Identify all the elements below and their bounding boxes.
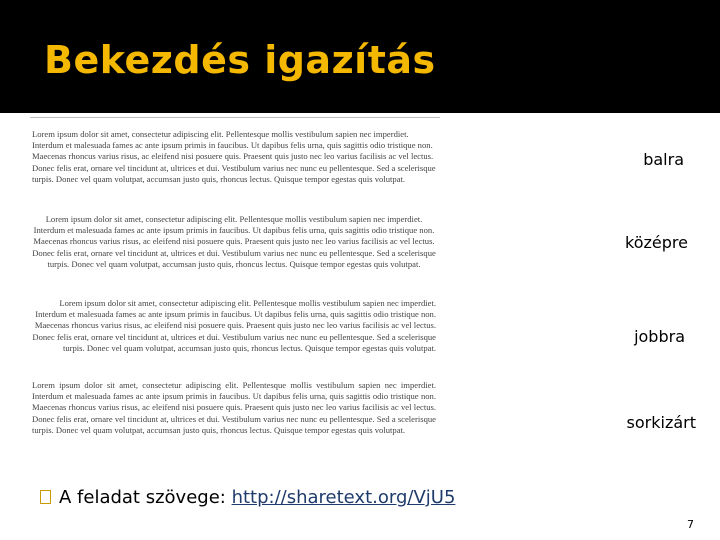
task-text-label: A feladat szövege: bbox=[59, 487, 232, 508]
square-bullet-icon bbox=[40, 490, 51, 504]
page-number: 7 bbox=[687, 518, 694, 531]
paragraph-left-aligned: Lorem ipsum dolor sit amet, consectetur adipiscing elit. Pellentesque mollis vestibulum sapien nec imperdiet. Interdum et malesuada fames ac ante ipsum primis in faucibus. Ut dapibus felis urna, quis sagittis odio tristique non. Maecenas rhoncus varius risus, ac eleifend nisi posuere quis. Praesent quis justo nec leo varius facilisis ac vel lectus. Donec felis erat, ornare vel tincidunt at, ultrices et dui. Vestibulum varius nec nunc eu pellentesque. Sed a scelerisque turpis. Donec vel quam volutpat, accumsan justo quis, rhoncus lectus. Quisque tempor egestas quis volutpat. bbox=[32, 129, 436, 184]
label-left: balra bbox=[643, 150, 684, 169]
alignment-sample-image bbox=[30, 117, 440, 458]
paragraph-justified: Lorem ipsum dolor sit amet, consectetur adipiscing elit. Pellentesque mollis vestibulum sapien nec imperdiet. Interdum et malesuada fames ac ante ipsum primis in faucibus. Ut dapibus felis urna, quis sagittis odio tristique non. Maecenas rhoncus varius risus, ac eleifend nisi posuere quis. Praesent quis justo nec leo varius facilisis ac vel lectus. Donec felis erat, ornare vel tincidunt at, ultrices et dui. Vestibulum varius nec nunc eu pellentesque. Sed a scelerisque turpis. Donec vel quam volutpat, accumsan justo quis, rhoncus lectus. Quisque tempor egestas quis volutpat. bbox=[32, 380, 436, 435]
paragraph-center-aligned: Lorem ipsum dolor sit amet, consectetur adipiscing elit. Pellentesque mollis vestibulum sapien nec imperdiet. Interdum et malesuada fames ac ante ipsum primis in faucibus. Ut dapibus felis urna, quis sagittis odio tristique non. Maecenas rhoncus varius risus, ac eleifend nisi posuere quis. Praesent quis justo nec leo varius facilisis ac vel lectus. Donec felis erat, ornare vel tincidunt at, ultrices et dui. Vestibulum varius nec nunc eu pellentesque. Sed a scelerisque turpis. Donec vel quam volutpat, accumsan justo quis, rhoncus lectus. Quisque tempor egestas quis volutpat. bbox=[32, 214, 436, 269]
slide-title: Bekezdés igazítás bbox=[44, 38, 436, 82]
title-bar bbox=[0, 0, 720, 113]
label-right: jobbra bbox=[634, 327, 685, 346]
label-center: középre bbox=[625, 233, 688, 252]
task-text-line bbox=[40, 487, 455, 508]
task-text-link[interactable]: http://sharetext.org/VjU5 bbox=[231, 487, 456, 508]
label-justify: sorkizárt bbox=[626, 413, 696, 432]
paragraph-right-aligned: Lorem ipsum dolor sit amet, consectetur adipiscing elit. Pellentesque mollis vestibulum sapien nec imperdiet. Interdum et malesuada fames ac ante ipsum primis in faucibus. Ut dapibus felis urna, quis sagittis odio tristique non. Maecenas rhoncus varius risus, ac eleifend nisi posuere quis. Praesent quis justo nec leo varius facilisis ac vel lectus. Donec felis erat, ornare vel tincidunt at, ultrices et dui. Vestibulum varius nec nunc eu pellentesque. Sed a scelerisque turpis. Donec vel quam volutpat, accumsan justo quis, rhoncus lectus. Quisque tempor egestas quis volutpat. bbox=[32, 298, 436, 353]
